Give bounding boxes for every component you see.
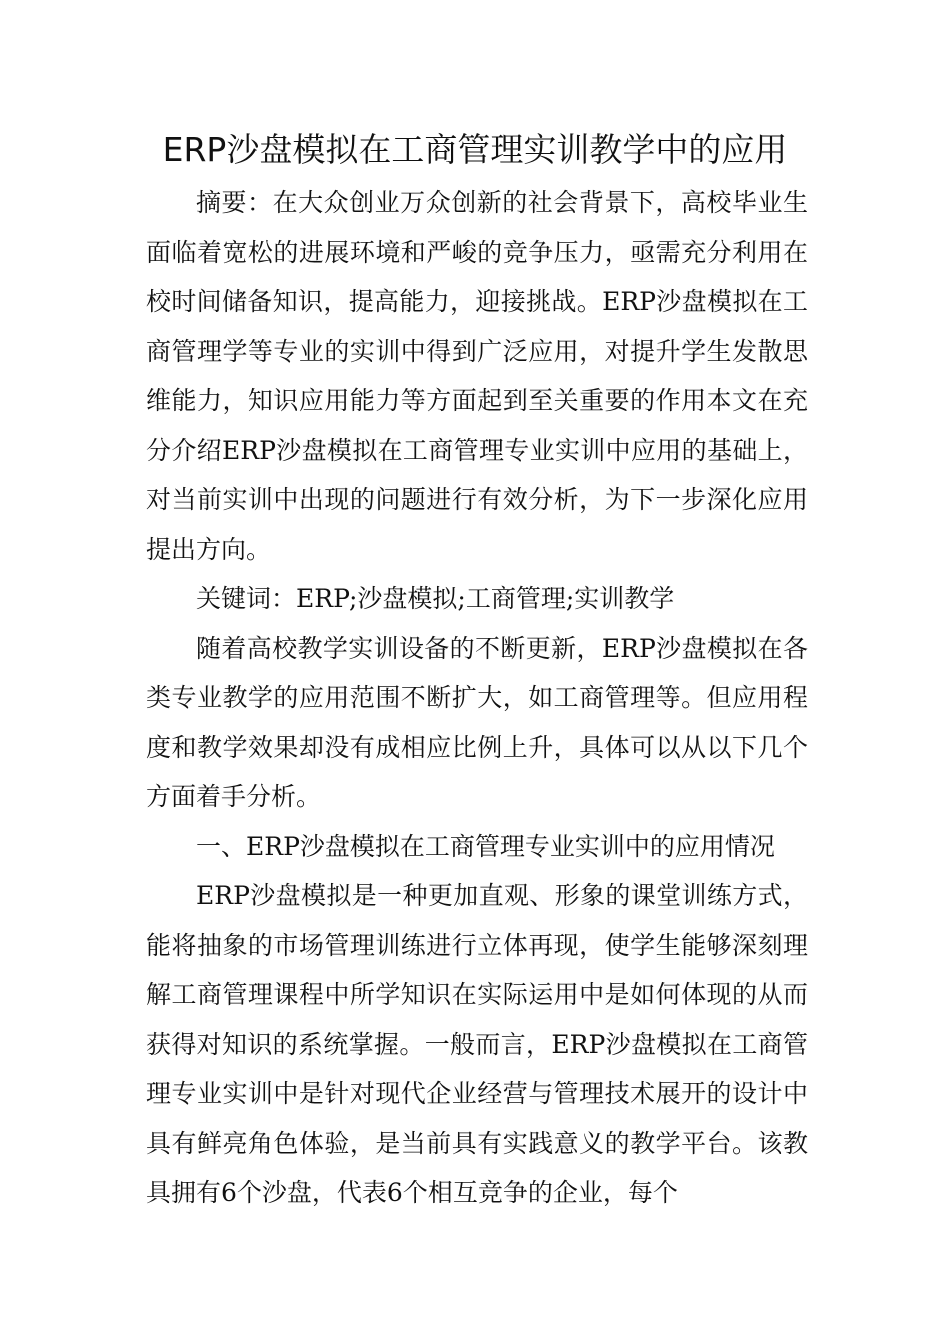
keywords-paragraph: 关键词：ERP;沙盘模拟;工商管理;实训教学 (196, 584, 675, 613)
abstract-paragraph: 摘要：在大众创业万众创新的社会背景下，高校毕业生面临着宽松的进展环境和严峻的竞争压力，亟需充分利用在校时间储备知识，提高能力，迎接挑战。ERP沙盘模拟在工商管理学等专业的实训中得到广泛应用，对提升学生发散思维能力，知识应用能力等方面起到至关重要的作用本文在充分介绍ERP沙盘模拟在工商管理专业实训中应用的基础上，对当前实训中出现的问题进行有效分析，为下一步深化应用提出方向。 (146, 188, 808, 564)
section-heading: 一、ERP沙盘模拟在工商管理专业实训中的应用情况 (196, 831, 775, 861)
body-paragraph: ERP沙盘模拟是一种更加直观、形象的课堂训练方式，能将抽象的市场管理训练进行立体再现，使学生能够深刻理解工商管理课程中所学知识在实际运用中是如何体现的从而获得对知识的系统掌握。一般而言，ERP沙盘模拟在工商管理专业实训中是针对现代企业经营与管理技术展开的设计中具有鲜亮角色体验，是当前具有实践意义的教学平台。该教具拥有6个沙盘，代表6个相互竞争的企业，每个 (146, 881, 808, 1207)
document-title: ERP沙盘模拟在工商管理实训教学中的应用 (162, 130, 788, 169)
document-body (146, 178, 808, 1218)
intro-paragraph: 随着高校教学实训设备的不断更新，ERP沙盘模拟在各类专业教学的应用范围不断扩大，如工商管理等。但应用程度和教学效果却没有成相应比例上升，具体可以从以下几个方面着手分析。 (146, 633, 808, 811)
